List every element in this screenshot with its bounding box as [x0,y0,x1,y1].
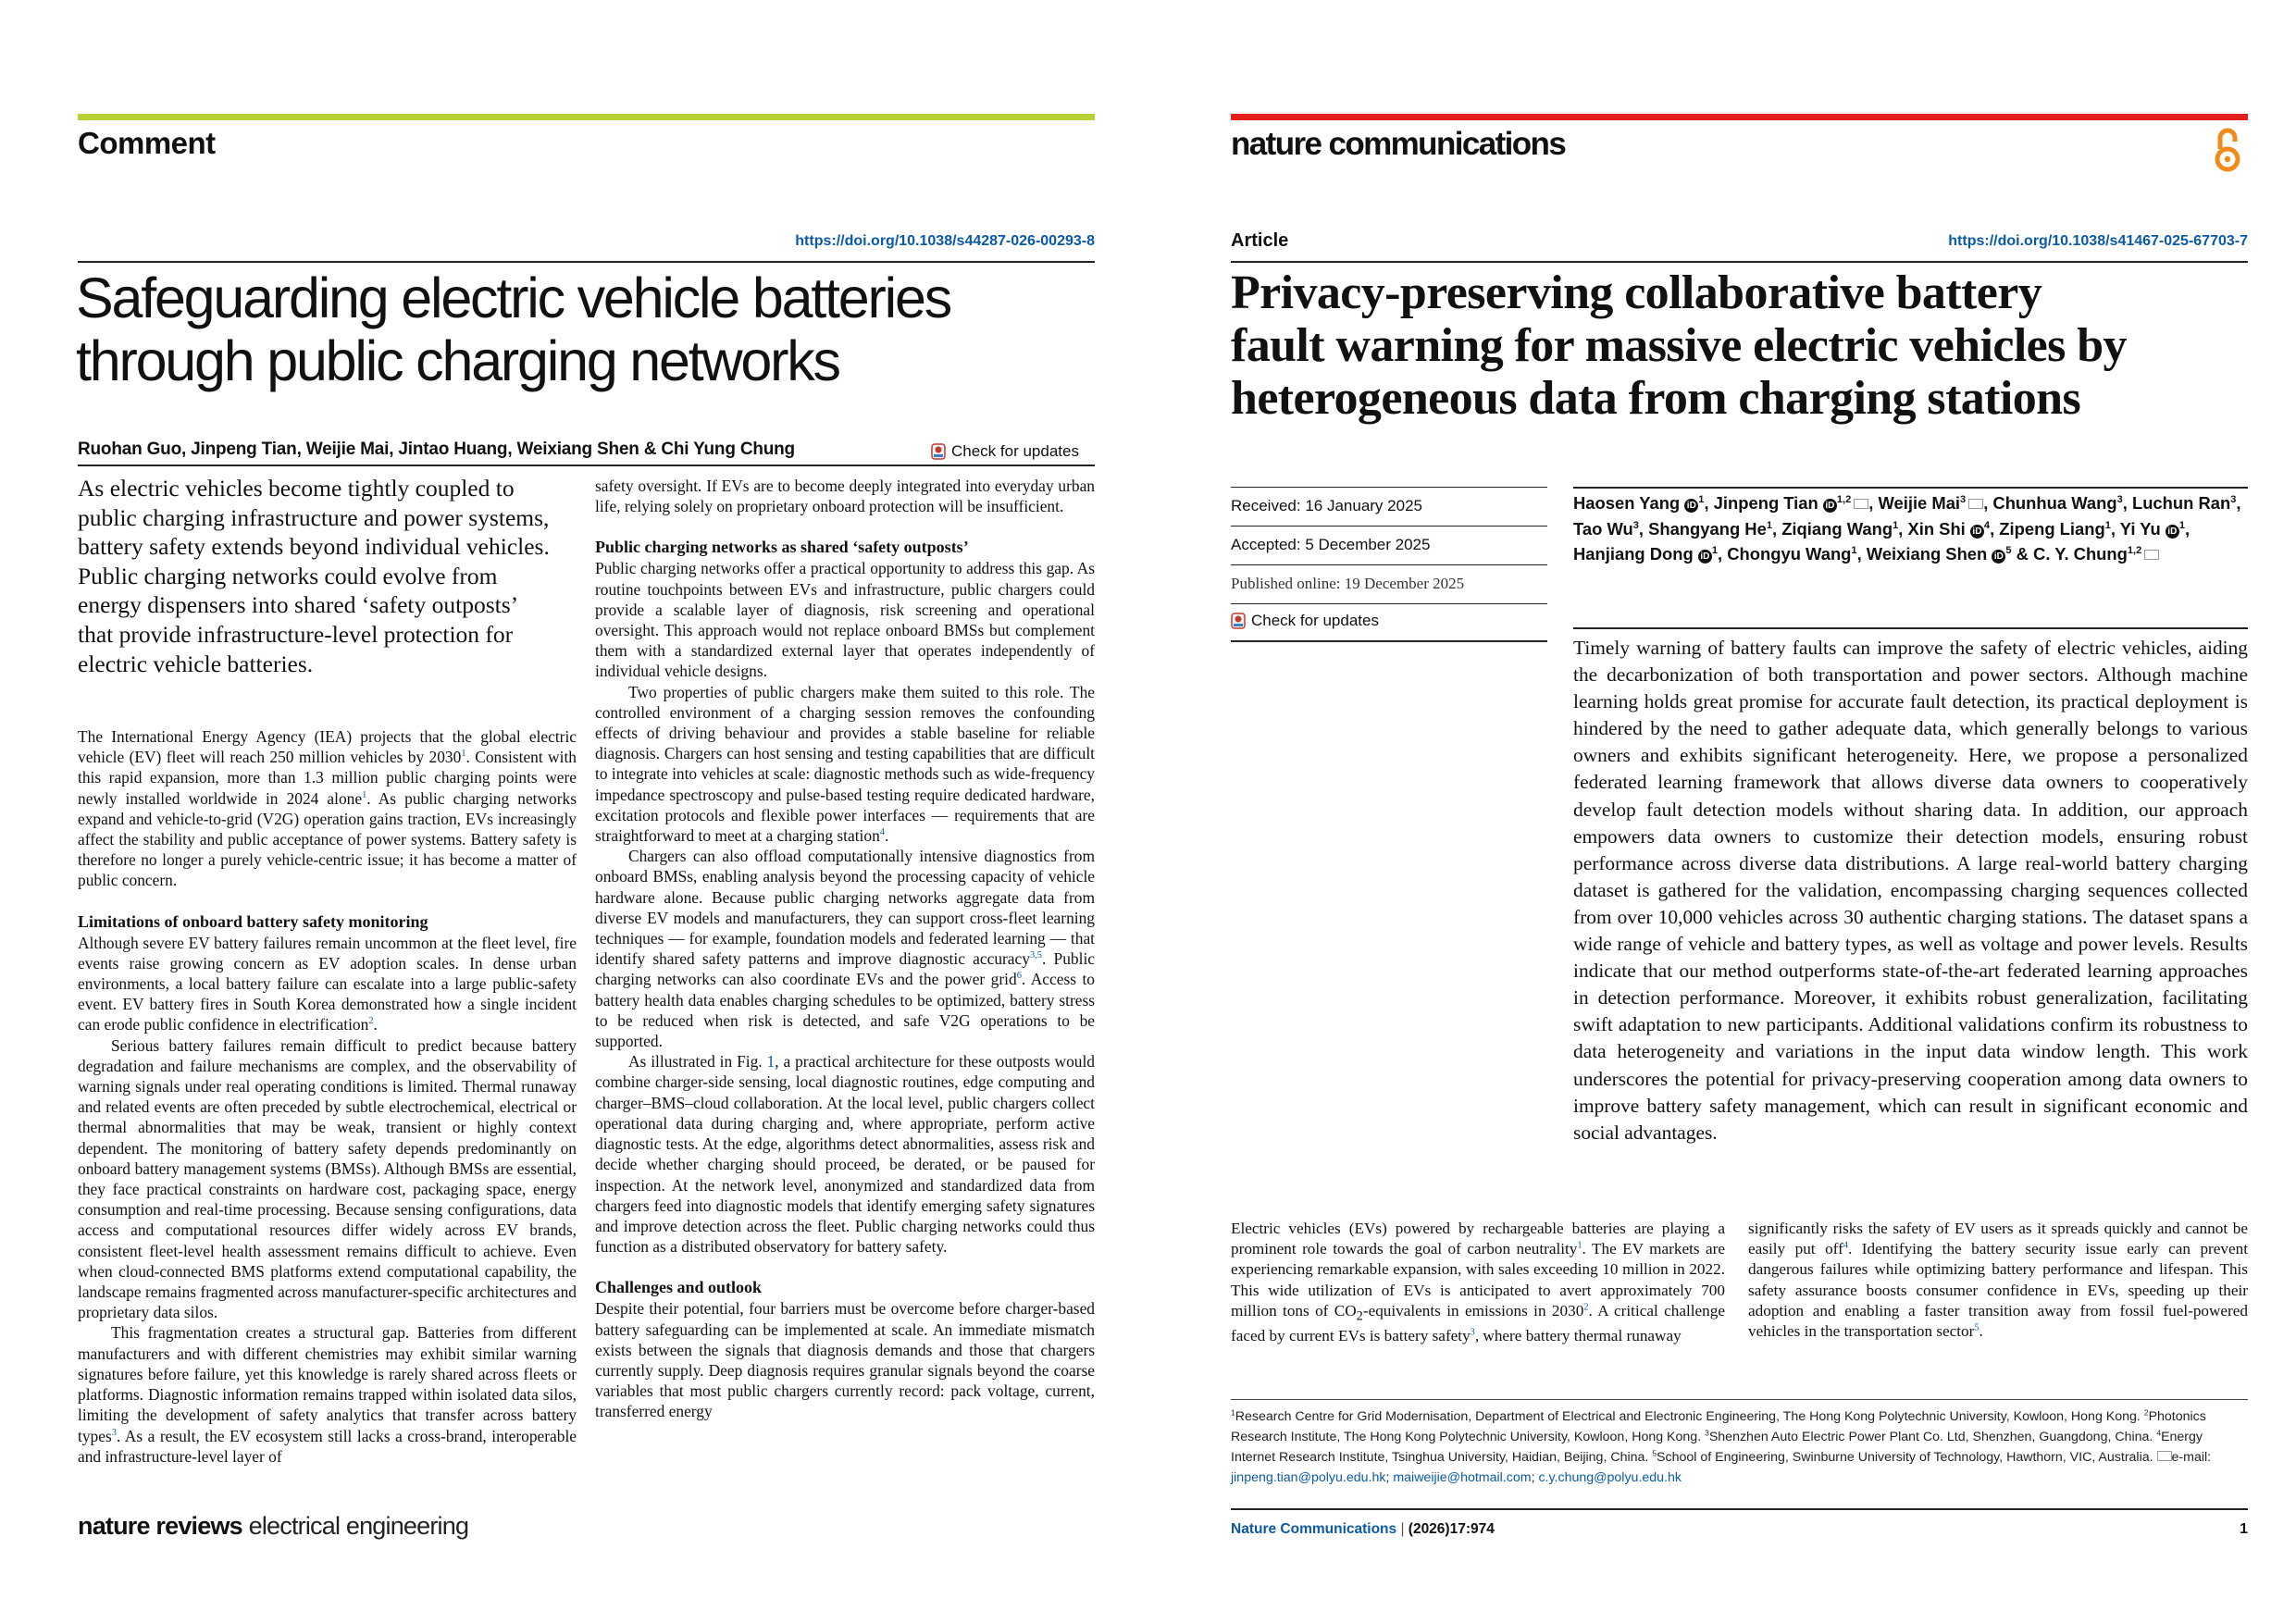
footer-rule [1231,1508,2248,1510]
author-name[interactable]: Chongyu Wang [1727,544,1852,564]
author-affiliation-ref: 3 [2116,493,2123,505]
left-check-updates-button[interactable] [931,442,1079,461]
author-separator: , [2184,518,2191,539]
author-separator: , [1868,493,1879,513]
right-title-line-3: heterogeneous data from charging stations [1231,372,2081,425]
received-row: Received: 16 January 2025 [1231,487,1547,525]
author-name[interactable]: Weixiang Shen [1866,544,1988,564]
orcid-icon[interactable]: iD [2166,525,2179,539]
author-affiliation-ref: 1 [2104,519,2111,531]
author-separator: , [2122,493,2132,513]
left-check-updates-label: Check for updates [951,442,1079,460]
corresponding-author-mail-icon[interactable] [1854,499,1868,509]
accepted-row: Accepted: 5 December 2025 [1231,526,1547,564]
author-name[interactable]: Tao Wu [1573,518,1633,539]
left-authors: Ruohan Guo, Jinpeng Tian, Weijie Mai, Jintao Huang, Weixiang Shen & Chi Yung Chung [78,440,795,459]
author-affiliation-ref: 1 [2178,519,2185,531]
left-intro-paragraph: The International Energy Agency (IEA) projects that the global electric vehicle (EV) fleet will reach 250 million vehicles by 2030$^1$. Consistent with this rapid expansion, more than 1.3 million public charging points were newly installed worldwide in 2024 alone$^1$. As public charging networks expand and vehicle-to-grid (V2G) operation gains traction, EVs increasingly affect the stability and public acceptance of power systems. Battery safety is therefore no longer a purely vehicle-centric issue; it has become a matter of public concern. [78,727,577,890]
meta-bottom-rule [1231,640,1547,642]
footer-journal-link[interactable]: Nature Communications [1231,1521,1397,1537]
left-title-rule [78,261,1095,263]
left-top-rule [78,114,1095,120]
author-name[interactable]: Haosen Yang [1573,493,1681,513]
left-footer-journal-logo: nature reviews electrical engineering [78,1512,469,1540]
left-title-line-2: through public charging networks [76,329,839,392]
author-affiliation-ref: 1,2 [2127,544,2142,556]
affiliations: $^1$Research Centre for Grid Modernisation, Department of Electrical and Electronic Engineering, The Hong Kong Polytechnic University, Kowloon, Hong Kong. $^2$Photonics Research Institute, The Hong Kong Polytechnic University, Kowloon, Hong Kong. $^3$Shenzhen Auto Electric Power Plant Co. Ltd, Shenzhen, Guangdong, China. $^4$Energy Internet Research Institute, Tsinghua University, Haidian, Beijing, China. $^5$School of Engineering, Swinburne University of Technology, Hawthorn, VIC, Australia. e-mail: jinpeng.tian@polyu.edu.hk; maiweijie@hotmail.com; c.y.chung@polyu.edu.hk [1231,1407,2212,1485]
author-separator: , [1704,493,1714,513]
author-affiliation-ref: 3 [1632,519,1639,531]
check-updates-icon [931,443,946,460]
left-title-line-1: Safeguarding electric vehicle batteries [76,266,951,329]
email-icon [2157,1451,2172,1461]
author-name[interactable]: Luchun Ran [2131,493,2231,513]
email-link-tian[interactable]: jinpeng.tian@polyu.edu.hk [1231,1470,1386,1485]
check-updates-icon [1231,613,1246,629]
left-body-column-2 [595,476,1095,1422]
left-doi-link[interactable]: https://doi.org/10.1038/s44287-026-00293-8 [795,233,1095,249]
footer-citation: Nature Communications | (2026)17:974 [1231,1521,1495,1537]
email-link-mai[interactable]: maiweijie@hotmail.com [1393,1470,1532,1485]
left-paragraph: This fragmentation creates a structural gap. Batteries from different manufacturers and with different chemistries may exhibit similar warning signatures before failure, yet this knowledge is rarely shared across fleets or platforms. Diagnostic information remains trapped within isolated data silos, limiting the development of safety analytics that transfer across battery types$^3$. As a result, the EV ecosystem still lacks a cross-brand, interoperable and infrastructure-level layer of [78,1323,577,1466]
author-separator: , [2110,518,2120,539]
left-paragraph: Public charging networks offer a practical opportunity to address this gap. As routine touchpoints between EVs and infrastructure, public chargers could provide a scalable layer of diagnosis, risk screening and operational oversight. This approach would not replace onboard BMSs but complement them with a standardized external layer that operates independently of individual vehicle designs. [595,559,1095,681]
left-authors-rule [78,465,1095,466]
author-separator: , [1990,518,2000,539]
right-authors [1573,490,2249,567]
abstract: Timely warning of battery faults can improve the safety of electric vehicles, aiding the decarbonization of both transportation and power sectors. Although machine learning holds great promise for accurate fault detection, its practical deployment is hindered by the need to gather adequate data, which generally belongs to various owners and exhibits significant heterogeneity. Here, we propose a personalized federated learning framework that allows diverse data owners to cooperatively develop fault detection models without sharing data. In addition, our approach empowers data owners to customize their detection models, ensuring robust performance across diverse data distributions. A large real-world battery charging dataset is gathered for the validation, encompassing charging sequences collected from over 10,000 vehicles across 30 authentic charging stations. The dataset spans a wide range of vehicle and battery types, as well as voltage and power levels. Results indicate that our method outperforms state-of-the-art federated learning approaches in detection performance. Moreover, it exhibits robust generalization, facilitating swift adaptation to new participants. Additional validations confirm its robustness to data heterogeneity and variations in the input data window length. This work underscores the potential for privacy-preserving cooperation among data owners to improve battery safety management, which can result in significant economic and social advantages. [1573,637,2248,1144]
left-paragraph: safety oversight. If EVs are to become deeply integrated into everyday urban life, relying solely on proprietary onboard protection will be insufficient. [595,477,1095,516]
author-name[interactable]: C. Y. Chung [2033,544,2128,564]
author-affiliation-ref: 1 [1711,544,1719,556]
article-type-label: Article [1231,230,1289,251]
author-affiliation-ref: 3 [1960,493,1967,505]
right-paragraph: significantly risks the safety of EV users as it spreads quickly and cannot be easily put off$^4$. Identifying the battery security issue early can prevent dangerous failures while optimizing battery performance and lifespan. This safety assurance boosts consumer confidence in EVs, speeding up their adoption and enabling a faster transition away from fossil fuel-powered vehicles in the transportation sector$^5$. [1748,1220,2248,1341]
author-affiliation-ref: 4 [1983,519,1991,531]
abstract-rule [1573,627,2248,629]
left-heading-safety-outposts: Public charging networks as shared ‘safety outposts’ [595,538,969,557]
right-authors-rule [1573,487,2248,489]
author-affiliation-ref: 5 [2005,544,2012,556]
author-affiliation-ref: 1 [1698,493,1705,505]
author-affiliation-ref: 1 [1851,544,1857,556]
left-paragraph: Serious battery failures remain difficult to predict because battery degradation and failure mechanisms are complex, and the observability of warning signals under real operating conditions is limited. Thermal runaway and related events are often preceded by subtle electrochemical, electrical or thermal abnormalities that may be weak, transient or highly context dependent. The monitoring of battery safety depends predominantly on onboard battery management systems (BMSs). Although BMSs are essential, they face practical constraints on hardware cost, packaging space, energy consumption and real-time processing. Because sensing configurations, data access and computational resources differ widely across EV brands, consistent fleet-level health assessment remains difficult to achieve. Even when cloud-connected BMS platforms extend computational capability, the landscape remains fragmented across manufacturer-specific architectures and proprietary data silos. [78,1035,577,1322]
right-body-column-1 [1231,1219,1725,1347]
author-affiliation-ref: 1 [1766,519,1772,531]
author-separator: , [1856,544,1867,564]
left-article-title [76,266,1094,392]
right-article-title [1231,266,2253,425]
author-separator: & [2011,544,2034,564]
author-separator: , [1898,518,1908,539]
author-name[interactable]: Chunhua Wang [1992,493,2117,513]
right-intro-paragraph: Electric vehicles (EVs) powered by rechargeable batteries are playing a prominent role towards the goal of carbon neutrality$^1$. The EV markets are experiencing remarkable expansion, with sales exceeding 10 million in 2022. This wide utilization of EVs is anticipated to avert approximately 700 million tons of $CO_2$-equivalents in emissions in 2030$^2$. A critical challenge faced by current EVs is battery safety$^3$, where battery thermal runaway [1231,1220,1725,1345]
right-title-line-2: fault warning for massive electric vehicles by [1231,319,2127,372]
email-link-chung[interactable]: c.y.chung@polyu.edu.hk [1538,1470,1682,1485]
left-paragraph: Two properties of public chargers make them suited to this role. The controlled environment of a charging session removes the confounding effects of driving behaviour and provides a stable baseline for reliable diagnosis. Chargers can host sensing and testing capabilities that are difficult to integrate into vehicles at scale: diagnostic methods such as wide-frequency impedance spectroscopy and pulse-based testing require dedicated hardware, excitation protocols and flexible power interfaces — requirements that are straightforward to meet at a charging station$^4$. [595,682,1095,846]
author-separator: , [1718,544,1728,564]
author-separator: , [1638,518,1649,539]
author-name[interactable]: Hanjiang Dong [1573,544,1694,564]
orcid-icon[interactable]: iD [1684,499,1698,513]
published-row: Published online: 19 December 2025 [1231,564,1547,602]
author-name[interactable]: Zipeng Liang [1999,518,2105,539]
author-name[interactable]: Jinpeng Tian [1713,493,1818,513]
author-name[interactable]: Xin Shi [1907,518,1966,539]
corresponding-author-mail-icon[interactable] [2144,550,2159,560]
author-affiliation-ref: 1 [1893,519,1899,531]
orcid-icon[interactable]: iD [1823,499,1837,513]
right-check-updates-button[interactable] [1231,612,1379,630]
right-doi-link[interactable]: https://doi.org/10.1038/s41467-025-67703-7 [1948,233,2248,249]
left-standfirst: As electric vehicles become tightly coupled to public charging infrastructure and power systems, battery safety extends beyond individual vehicles. Public charging networks could evolve from energy dispensers into shared ‘safety outposts’ that provide infrastructure-level protection for electric vehicle batteries. [78,475,550,677]
author-affiliation-ref: 1,2 [1836,493,1852,505]
author-affiliation-ref: 3 [2230,493,2237,505]
left-body-column-1 [78,726,577,1467]
left-paragraph: As illustrated in Fig. 1, a practical architecture for these outposts would combine charger-side sensing, local diagnostic routines, edge computing and charger–BMS–cloud collaboration. At the local level, public chargers collect operational data during charging and, where appropriate, perform active diagnostic tests. At the edge, algorithms detect abnormalities, assess risk and decide whether charging should proceed, be derated, or be paused for inspection. At the network level, anonymized and standardized data from chargers feed into diagnostic models that identify emerging safety signatures and improve detection across the fleet. Public charging networks could thus function as a distributed observatory for battery safety. [595,1052,1095,1257]
author-name[interactable]: Ziqiang Wang [1781,518,1893,539]
left-heading-limitations: Limitations of onboard battery safety monitoring [78,911,428,931]
affiliations-rule [1231,1399,2248,1400]
page-number: 1 [2240,1521,2248,1537]
right-check-updates-label: Check for updates [1251,612,1379,629]
left-section-label: Comment [78,126,216,160]
orcid-icon[interactable]: iD [1970,525,1984,539]
check-updates-row [1231,603,1547,641]
orcid-icon[interactable]: iD [1698,550,1712,564]
author-name[interactable]: Weijie Mai [1878,493,1961,513]
author-separator: , [2236,493,2241,513]
left-paragraph: Despite their potential, four barriers must be overcome before charger-based battery safeguarding can be implemented at scale. An immediate mismatch exists between the signals that diagnosis demands and those that chargers currently supply. Deep diagnosis requires granular signals beyond the coarse variables that most public chargers currently record: pack voltage, current, transferred energy [595,1299,1095,1421]
figure-1-link[interactable]: 1 [766,1052,776,1072]
journal-logo: nature communications [1231,126,1566,162]
orcid-icon[interactable]: iD [1992,550,2005,564]
right-body-column-2 [1748,1219,2248,1342]
open-access-icon [2214,127,2241,180]
author-separator: , [1771,518,1782,539]
left-paragraph: Chargers can also offload computationally intensive diagnostics from onboard BMSs, enabling analysis beyond the processing capacity of vehicle hardware alone. Because public charging networks aggregate data from diverse EV models and manufacturers, they can support cross-fleet learning techniques — for example, foundation models and federated learning — that identify shared safety patterns and improve diagnostic accuracy$^{3,5}$. Public charging networks can also coordinate EVs and the power grid$^6$. Access to battery health data enables charging schedules to be optimized, battery stress to be reduced when risk is detected, and safe V2G operations to be supported. [595,847,1095,1051]
author-name[interactable]: Yi Yu [2119,518,2161,539]
right-top-rule [1231,114,2248,120]
left-heading-challenges: Challenges and outlook [595,1278,763,1297]
corresponding-author-mail-icon[interactable] [1968,499,1983,509]
left-paragraph: Although severe EV battery failures remain uncommon at the fleet level, fire events raise growing concern as EV adoption scales. In dense urban environments, a local battery failure can escalate into a large public-safety event. EV battery fires in South Korea demonstrated how a single incident can erode public confidence in electrification$^2$. [78,933,577,1035]
right-title-line-1: Privacy-preserving collaborative battery [1231,266,2042,319]
author-name[interactable]: Shangyang He [1648,518,1767,539]
right-title-rule [1231,261,2248,263]
author-separator: , [1983,493,1993,513]
